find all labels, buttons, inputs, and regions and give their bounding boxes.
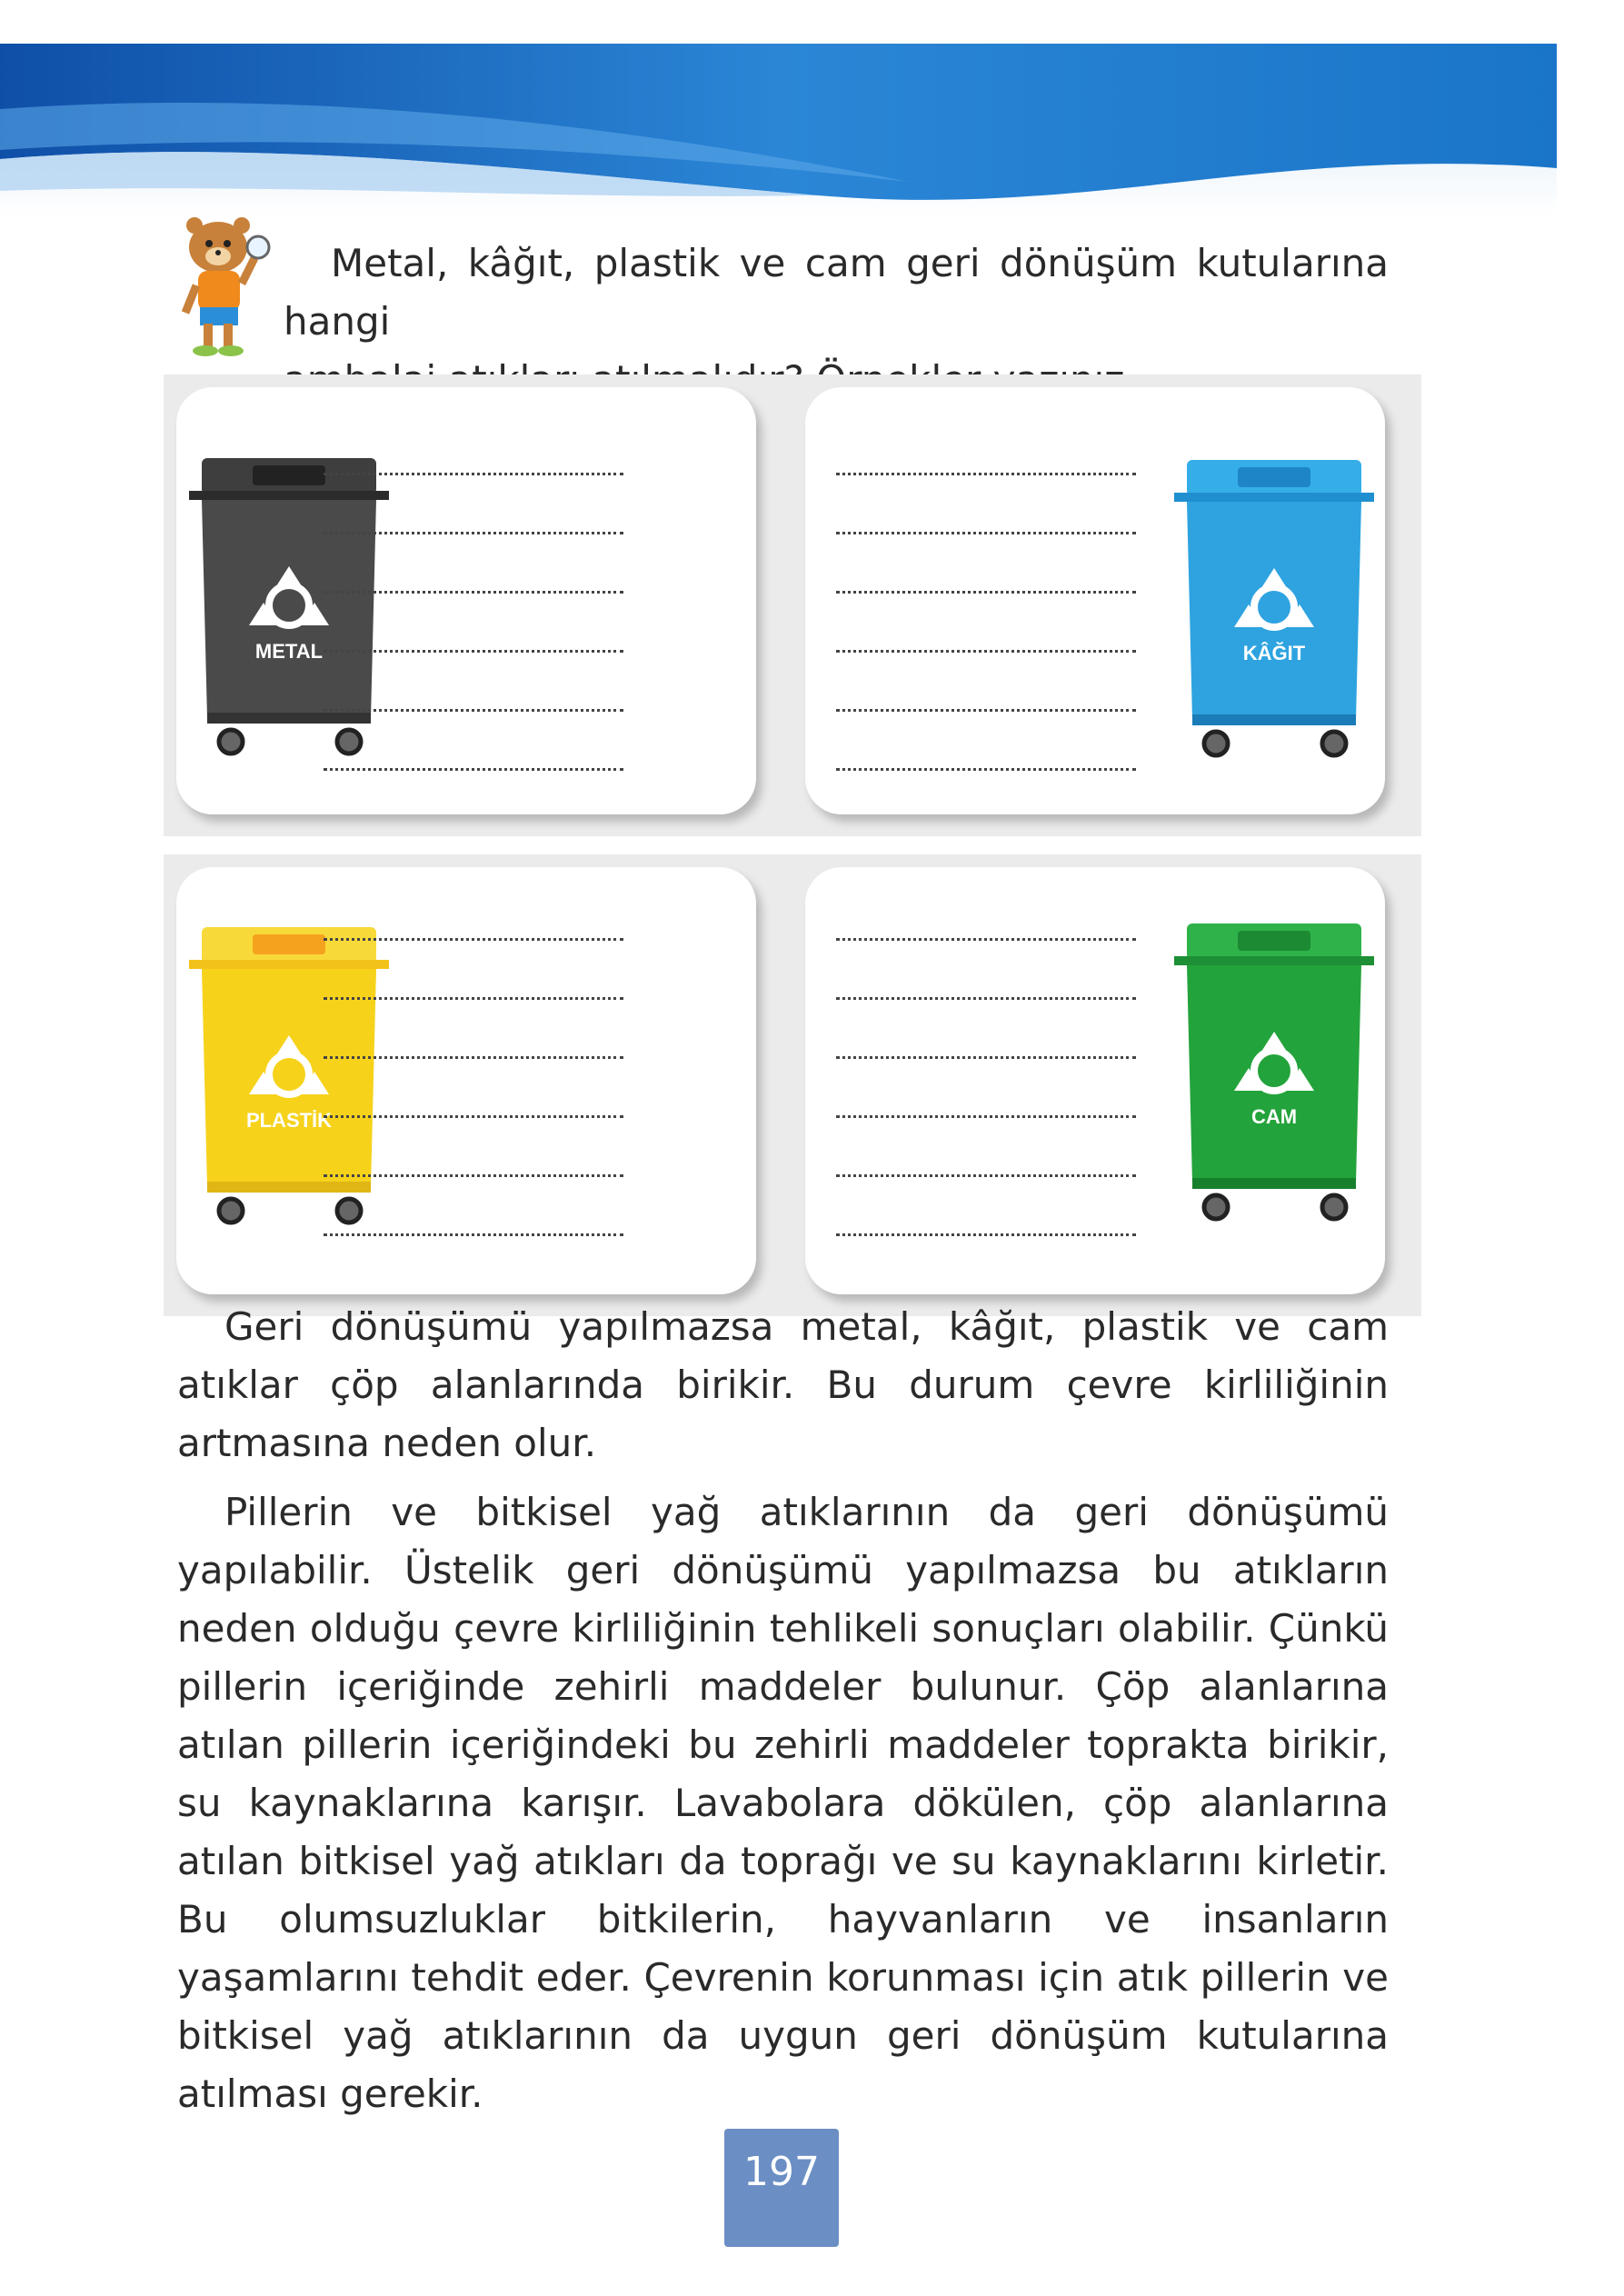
answer-line[interactable] bbox=[324, 662, 623, 721]
answer-line[interactable] bbox=[324, 603, 623, 662]
answer-line[interactable] bbox=[836, 484, 1136, 544]
card-cam bbox=[805, 867, 1385, 1294]
panel-kagit bbox=[792, 374, 1421, 836]
answer-lines-kagit bbox=[836, 425, 1136, 780]
card-plastik bbox=[176, 867, 756, 1294]
answer-line[interactable] bbox=[836, 544, 1136, 603]
bin-label-metal: METAL bbox=[254, 640, 324, 663]
answer-line[interactable] bbox=[324, 1068, 623, 1127]
answer-line[interactable] bbox=[324, 950, 623, 1009]
answer-line[interactable] bbox=[836, 721, 1136, 780]
header-wave-banner bbox=[0, 0, 1624, 218]
answer-line[interactable] bbox=[836, 950, 1136, 1009]
recycling-bins-grid bbox=[164, 374, 1410, 1316]
paragraph-1: Geri dönüşümü yapılmazsa metal, kâğıt, plastik ve cam atıklar çöp alanlarında birikir. Bu durum çevre kirliliğinin artmasına neden olur. bbox=[177, 1304, 1389, 1465]
answer-line[interactable] bbox=[836, 891, 1136, 950]
panel-plastik bbox=[164, 854, 792, 1316]
answer-lines-plastik bbox=[324, 891, 623, 1245]
bin-label-kagit: KÂĞIT bbox=[1242, 642, 1306, 664]
answer-line[interactable] bbox=[324, 544, 623, 603]
card-metal bbox=[176, 387, 756, 814]
bear-mascot-illustration bbox=[171, 211, 271, 365]
paragraph-2: Pillerin ve bitkisel yağ atıklarının da geri dönüşümü yapılabilir. Üstelik geri dönüşümü yapılmazsa bu atıkların neden olduğu çevre kirliliğinin tehlikeli sonuçları olabilir. Çünkü pillerin içeriğinde zehirli maddeler bulunur. Çöp alanlarına atılan pillerin içeriğindeki bu zehirli maddeler toprakta birikir, su kaynaklarına karışır. Lavabolara dökülen, çöp alanlarına atılan bitkisel yağ atıkları da toprağı ve su kaynaklarını kirletir. Bu olumsuzluklar bitkilerin, hayvanların ve insanların yaşamlarını tehdit eder. Çevrenin korunması için atık pillerin ve bitkisel yağ atıklarının da uygun geri dönüşüm kutularına atılması gerekir. bbox=[177, 1490, 1389, 2116]
answer-lines-metal bbox=[324, 425, 623, 780]
bin-label-plastik: PLASTİK bbox=[245, 1109, 333, 1132]
answer-line[interactable] bbox=[836, 1009, 1136, 1068]
answer-line[interactable] bbox=[836, 1068, 1136, 1127]
bin-label-cam: CAM bbox=[1250, 1105, 1298, 1128]
answer-line[interactable] bbox=[836, 603, 1136, 662]
answer-line[interactable] bbox=[836, 425, 1136, 484]
answer-line[interactable] bbox=[836, 1127, 1136, 1186]
panel-cam bbox=[792, 854, 1421, 1316]
panel-metal bbox=[164, 374, 792, 836]
answer-line[interactable] bbox=[324, 1186, 623, 1245]
answer-line[interactable] bbox=[324, 425, 623, 484]
card-kagit bbox=[805, 387, 1385, 814]
answer-line[interactable] bbox=[324, 891, 623, 950]
cam-bin bbox=[1174, 918, 1374, 1227]
answer-line[interactable] bbox=[324, 721, 623, 780]
answer-line[interactable] bbox=[836, 1186, 1136, 1245]
kagit-bin bbox=[1174, 454, 1374, 764]
answer-lines-cam bbox=[836, 891, 1136, 1245]
answer-line[interactable] bbox=[324, 1127, 623, 1186]
answer-line[interactable] bbox=[324, 484, 623, 544]
question-line-1: Metal, kâğıt, plastik ve cam geri dönüşüm kutularına hangi bbox=[284, 241, 1389, 344]
answer-line[interactable] bbox=[324, 1009, 623, 1068]
answer-line[interactable] bbox=[836, 662, 1136, 721]
page-number: 197 bbox=[724, 2129, 839, 2247]
